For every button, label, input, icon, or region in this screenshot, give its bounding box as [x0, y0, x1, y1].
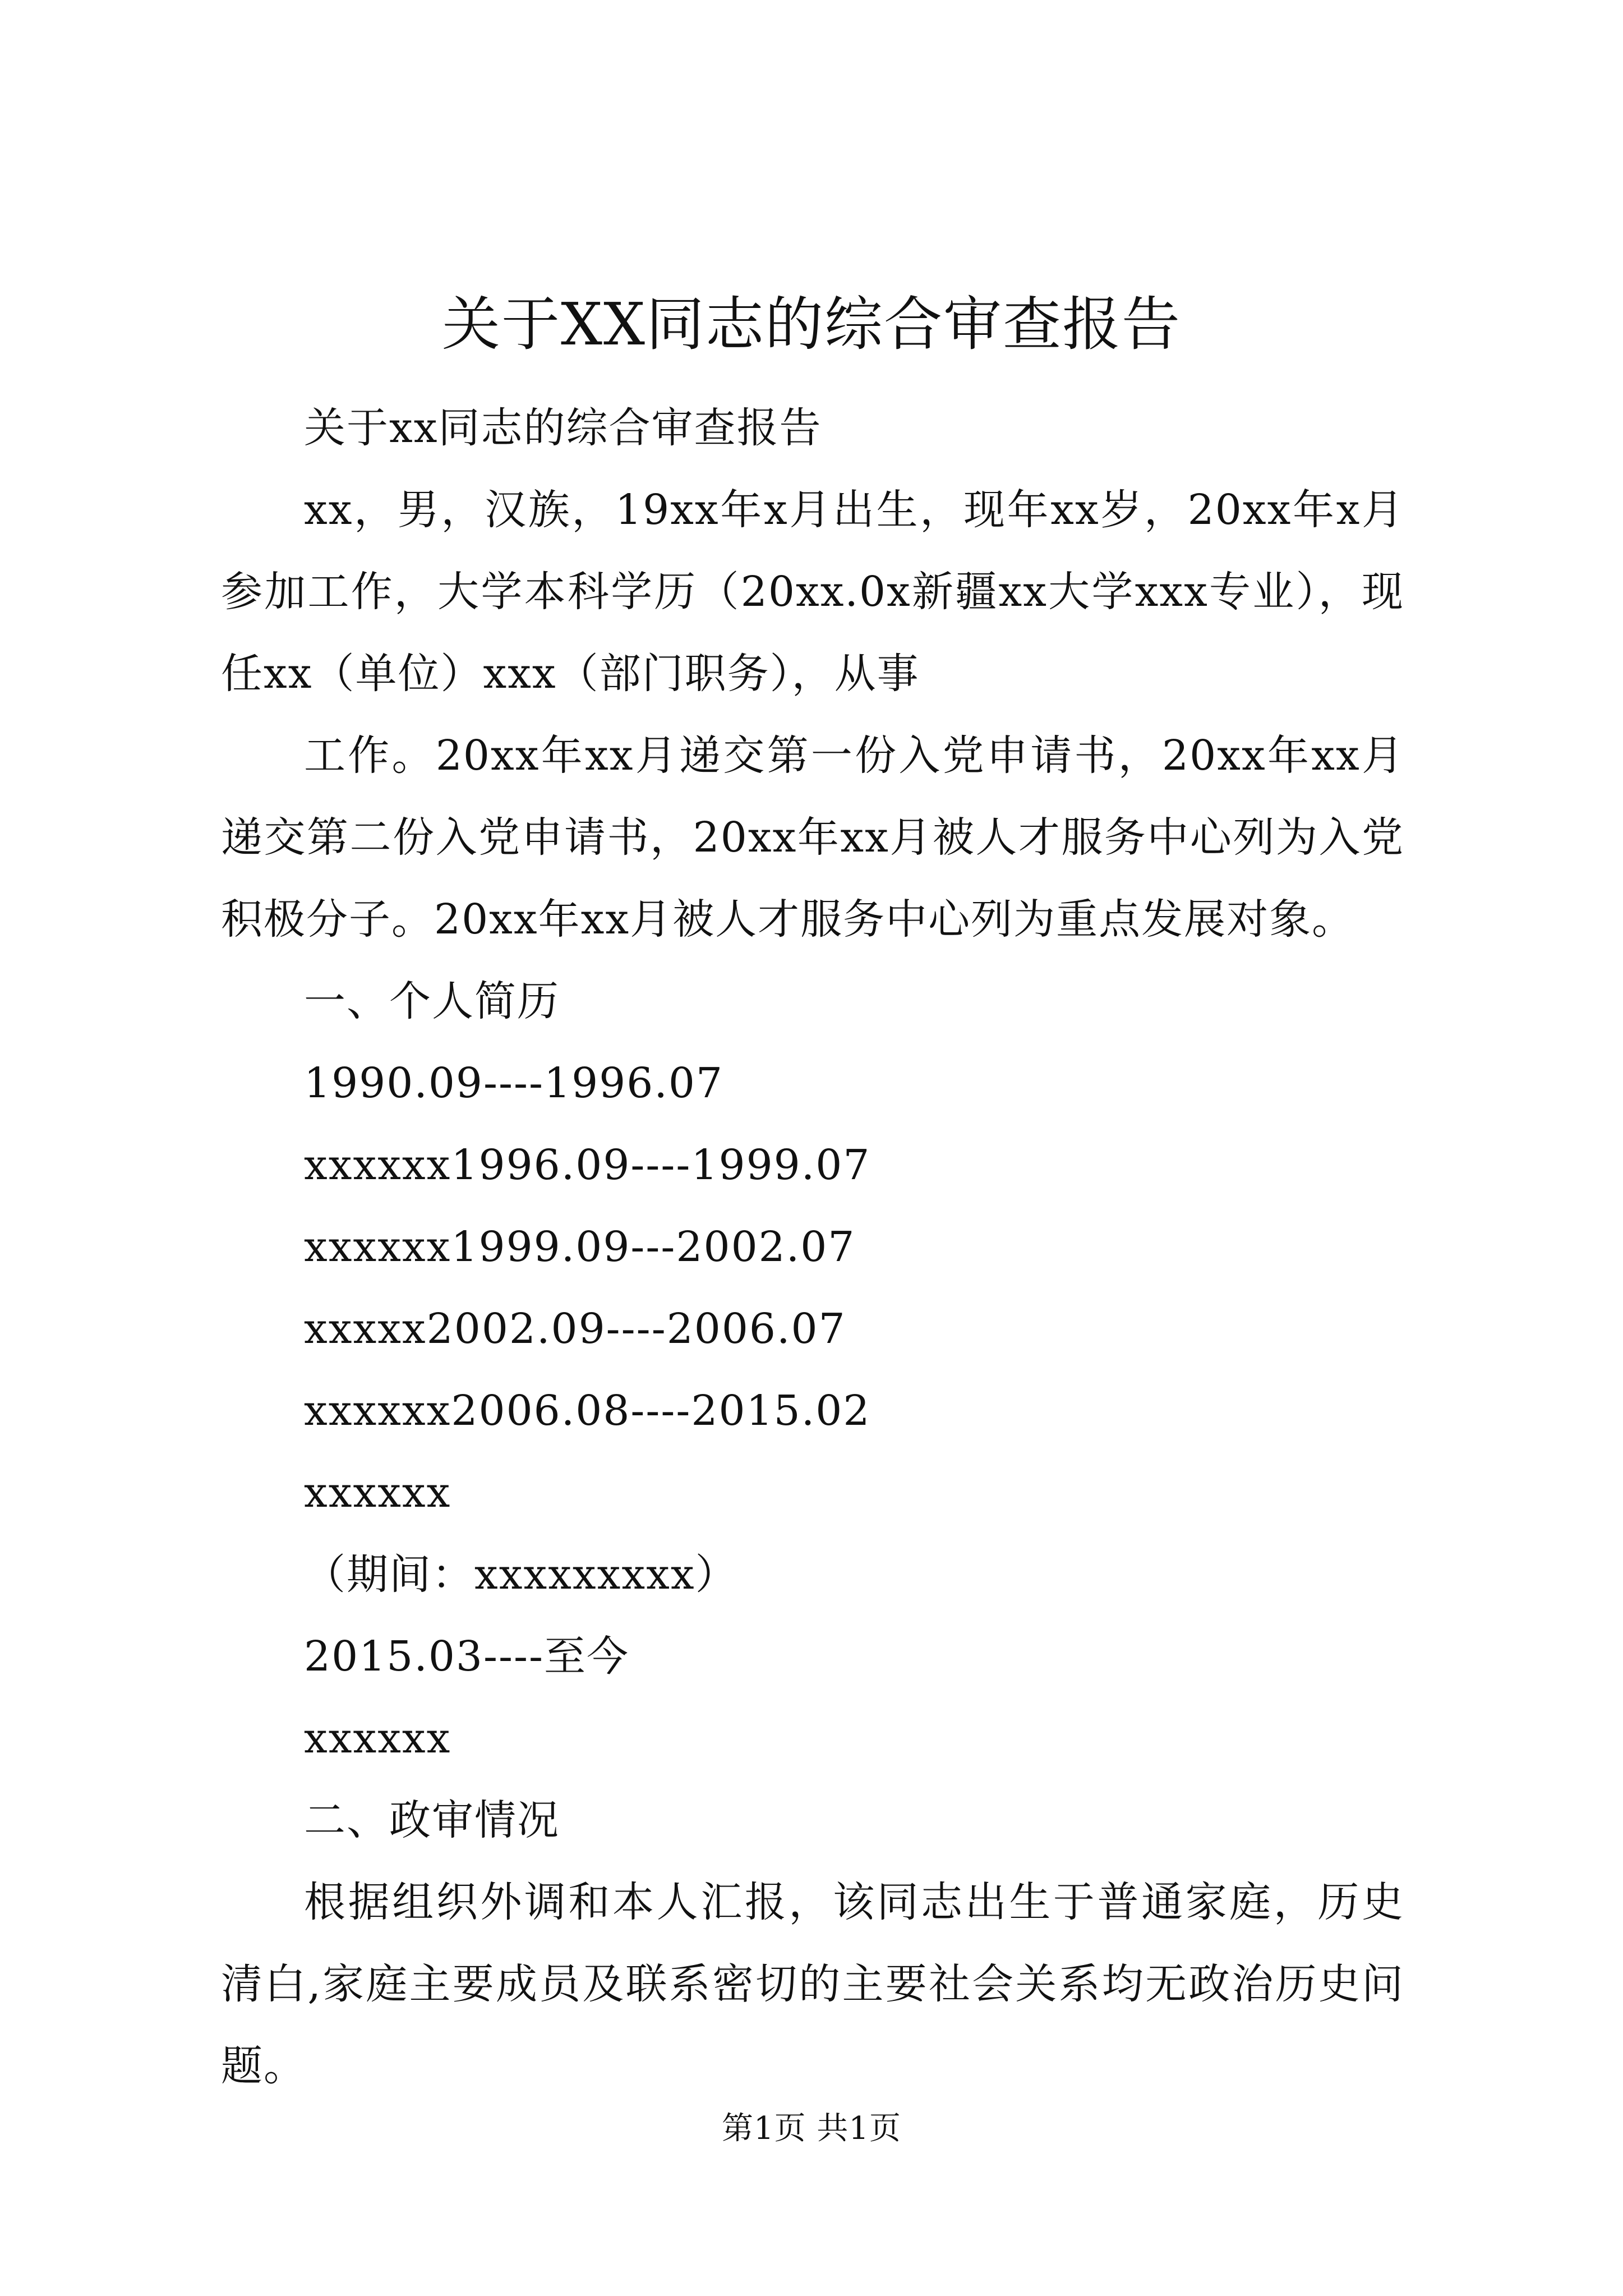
- paragraph-political-review: 根据组织外调和本人汇报，该同志出生于普通家庭，历史清白,家庭主要成员及联系密切的主要社会关系均无政治历史问题。: [221, 1878, 1404, 2090]
- resume-entry: （期间：xxxxxxxxx）: [304, 1550, 738, 1599]
- resume-entry: 1990.09----1996.07: [304, 1059, 724, 1107]
- paragraph-subtitle: 关于xx同志的综合审查报告: [304, 404, 822, 452]
- resume-entry: xxxxx2002.09----2006.07: [304, 1305, 846, 1353]
- resume-entry: 2015.03----至今: [304, 1632, 630, 1681]
- paragraph-party-application: 工作。20xx年xx月递交第一份入党申请书，20xx年xx月递交第二份入党申请书，20xx年xx月被人才服务中心列为入党积极分子。20xx年xx月被人才服务中心列为重点发展对象。: [221, 731, 1404, 944]
- section-heading-resume: 一、个人简历: [304, 977, 560, 1025]
- resume-entry: xxxxxx: [304, 1469, 451, 1517]
- resume-entry: xxxxxx1999.09---2002.07: [304, 1223, 856, 1271]
- resume-entry: xxxxxx2006.08----2015.02: [304, 1387, 871, 1435]
- resume-entry: xxxxxx1996.09----1999.07: [304, 1141, 871, 1189]
- paragraph-personal-info: xx，男，汉族，19xx年x月出生，现年xx岁，20xx年x月参加工作，大学本科学历（20xx.0x新疆xx大学xxx专业），现任xx（单位）xxx（部门职务），从事: [221, 486, 1404, 698]
- page-number-footer: 第1页 共1页: [721, 2110, 902, 2147]
- resume-entry: xxxxxx: [304, 1714, 451, 1763]
- section-heading-political-review: 二、政审情况: [304, 1796, 560, 1844]
- document-title: 关于XX同志的综合审查报告: [441, 290, 1182, 358]
- document-body: [221, 387, 1404, 2107]
